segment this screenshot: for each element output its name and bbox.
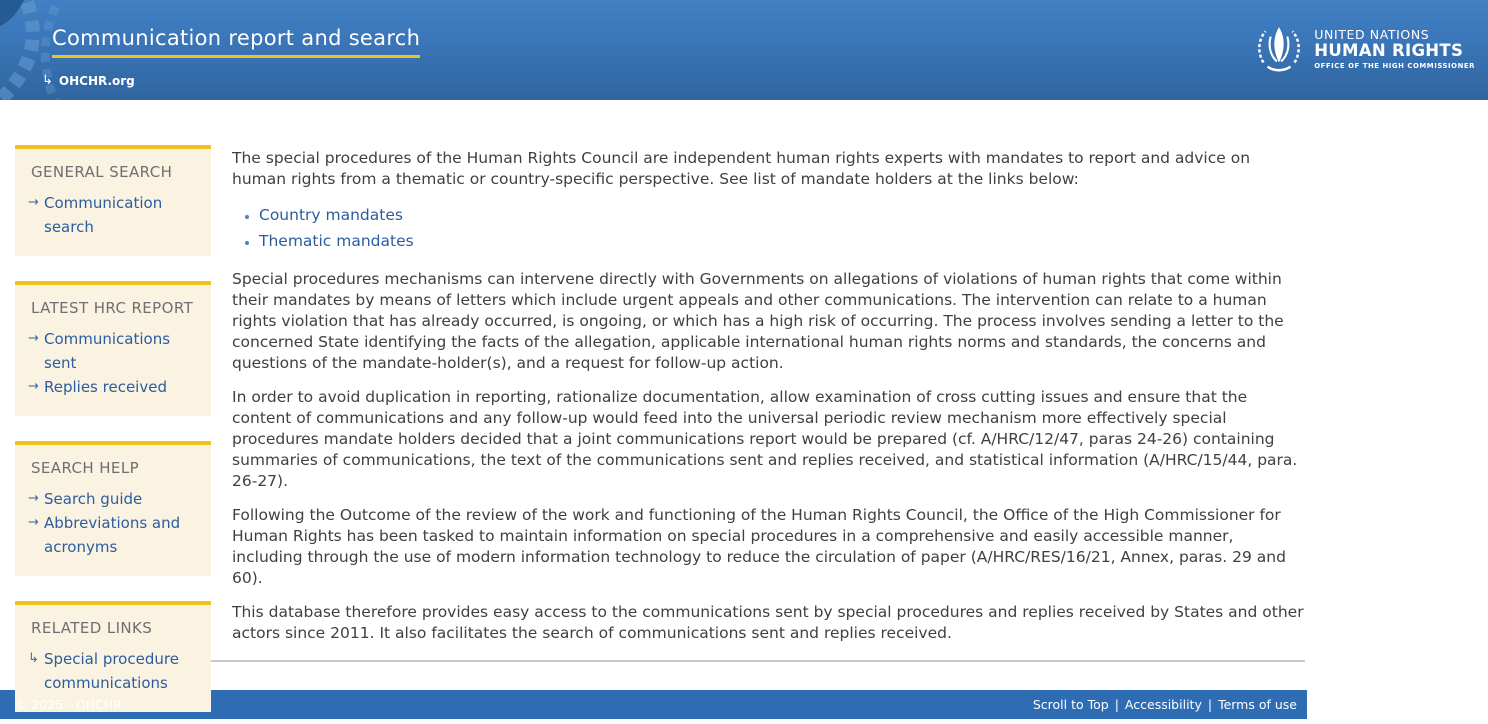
sidebar-item-communication-search[interactable]: [28, 191, 205, 239]
sidebar-heading-related-links: RELATED LINKS: [31, 619, 153, 637]
sidebar-item-replies-received[interactable]: [28, 375, 205, 399]
copyright-text: © 2025 - OHCHR: [15, 697, 122, 712]
arrow-right-icon: →: [28, 491, 39, 506]
sidebar-section-search-help: [15, 441, 211, 576]
logo-line-human-rights: HUMAN RIGHTS: [1314, 41, 1464, 61]
paragraph-special-procedures: Special procedures mechanisms can intervene directly with Governments on allegations of violations of human rights that come within their mandates by means of letters which include urgent appeals and other communications. The intervention can relate to a human rights violation that has already occurred, is ongoing, or which has a high risk of occurring. The process involves sending a letter to the concerned State identifying the facts of the allegation, applicable international human rights norms and standards, the concerns and questions of the mandate-holder(s), and a request for follow-up action.: [232, 270, 1284, 372]
paragraph-database: This database therefore provides easy access to the communications sent by special procedures and replies received by States and other actors since 2011. It also facilitates the search of communications sent and replies received.: [232, 603, 1304, 642]
sidebar-section-related-links: [15, 601, 211, 712]
sidebar-link-label: Abbreviations and acronyms: [44, 514, 181, 556]
arrow-right-icon: →: [28, 379, 39, 394]
sidebar-link-label: Communications sent: [44, 330, 171, 372]
mandate-links-list: [232, 203, 1305, 255]
main-content: [232, 148, 1307, 660]
ohchr-home-link[interactable]: [42, 73, 135, 88]
external-return-arrow-icon: ↳: [28, 651, 39, 666]
arrow-right-icon: →: [28, 331, 39, 346]
footer-separator: |: [1114, 697, 1119, 712]
paragraph-review-outcome: Following the Outcome of the review of the work and functioning of the Human Rights Council, the Office of the High Commissioner for Human Rights has been tasked to maintain information on special procedures in a comprehensive and easily accessible manner, including through the use of modern information technology to reduce the circulation of paper (A/HRC/RES/16/21, Annex, paras. 29 and 60).: [232, 506, 1286, 587]
arrow-right-icon: →: [28, 195, 39, 210]
sidebar-section-general-search: [15, 145, 211, 256]
header-banner: [0, 0, 1488, 100]
sidebar-heading-general-search: GENERAL SEARCH: [31, 163, 173, 181]
list-item: [259, 229, 1305, 255]
sidebar-item-special-procedure-communications[interactable]: [28, 647, 205, 695]
thematic-mandates-link[interactable]: Thematic mandates: [259, 232, 414, 250]
sidebar-section-latest-hrc-report: [15, 281, 211, 416]
sidebar-link-label: Special procedure communications: [44, 650, 179, 692]
sidebar-heading-search-help: SEARCH HELP: [31, 459, 140, 477]
logo-line-united-nations: UNITED NATIONS: [1314, 26, 1430, 42]
content-area: [0, 100, 1307, 692]
arrow-right-icon: →: [28, 515, 39, 530]
un-human-rights-logo: [1253, 23, 1475, 75]
logo-line-office: OFFICE OF THE HIGH COMMISSIONER: [1314, 61, 1475, 70]
country-mandates-link[interactable]: Country mandates: [259, 206, 403, 224]
list-item: [259, 203, 1305, 229]
terms-of-use-link[interactable]: Terms of use: [1218, 697, 1297, 712]
accessibility-link[interactable]: Accessibility: [1124, 697, 1202, 712]
ohchr-home-link-label: OHCHR.org: [58, 73, 135, 88]
return-arrow-icon: ↳: [42, 73, 53, 88]
un-logo-wordmark: [1314, 26, 1475, 70]
sidebar-link-label: Communication search: [44, 194, 163, 236]
footer-links: [1033, 697, 1297, 712]
sidebar-item-communications-sent[interactable]: [28, 327, 205, 375]
sidebar-heading-latest-hrc-report: LATEST HRC REPORT: [31, 299, 194, 317]
paragraph-joint-report: In order to avoid duplication in reporting, rationalize documentation, allow examination of cross cutting issues and ensure that the content of communications and any follow-up would feed into the universal periodic review mechanism more effectively special procedures mandate holders decided that a joint communications report would be prepared (cf. A/HRC/12/47, paras 24-26) containing summaries of communications, the text of the communications sent and replies received, and statistical information (A/HRC/15/44, para. 26-27).: [232, 388, 1298, 490]
sidebar: [15, 145, 211, 692]
page-title: Communication report and search: [52, 26, 420, 58]
sidebar-item-search-guide[interactable]: [28, 487, 205, 511]
sidebar-item-abbreviations-acronyms[interactable]: [28, 511, 205, 559]
un-emblem-icon: [1253, 23, 1305, 75]
intro-paragraph: The special procedures of the Human Rights Council are independent human rights experts with mandates to report and advice on human rights from a thematic or country-specific perspective. See list of mandate holders at the links below:: [232, 149, 1251, 188]
scroll-to-top-link[interactable]: Scroll to Top: [1032, 697, 1109, 712]
sidebar-link-label: Replies received: [44, 378, 167, 396]
footer-separator: |: [1207, 697, 1213, 712]
sidebar-link-label: Search guide: [44, 490, 143, 508]
